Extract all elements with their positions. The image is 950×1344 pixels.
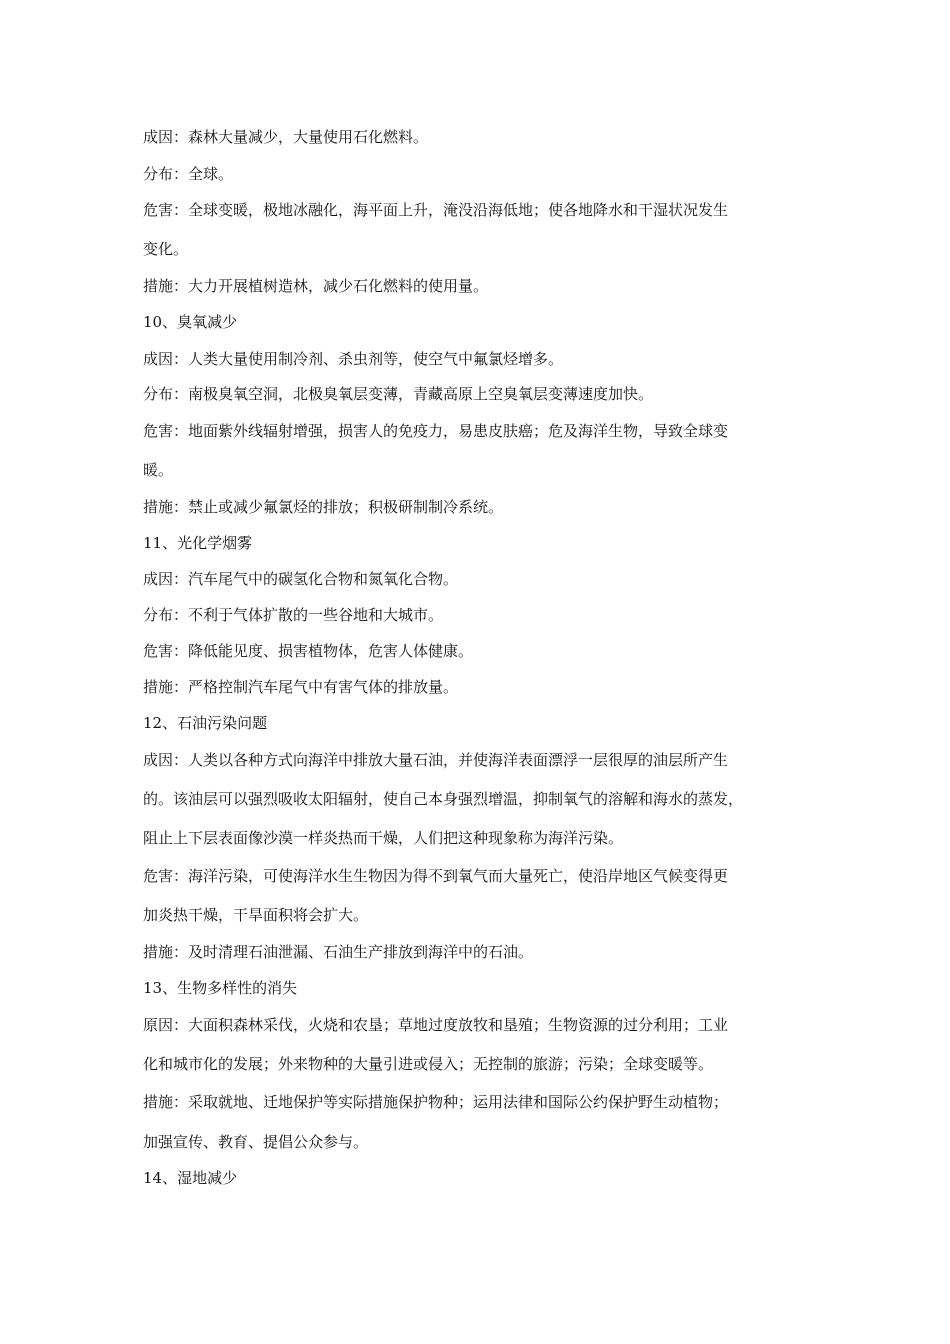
text-line: 变化。 (143, 240, 189, 258)
text-line: 分布：南极臭氧空洞，北极臭氧层变薄，青藏高原上空臭氧层变薄速度加快。 (143, 385, 654, 403)
text-line: 成因：汽车尾气中的碳氢化合物和氮氧化合物。 (143, 570, 459, 588)
section-heading: 12、石油污染问题 (143, 714, 268, 732)
text-line: 加强宣传、教育、提倡公众参与。 (143, 1133, 369, 1151)
text-line: 原因：大面积森林采伐，火烧和农垦；草地过度放牧和垦殖；生物资源的过分利用；工业 (143, 1016, 729, 1034)
text-line: 成因：人类以各种方式向海洋中排放大量石油，并使海洋表面漂浮一层很厚的油层所产生 (143, 751, 729, 769)
section-heading: 13、生物多样性的消失 (143, 979, 298, 997)
text-line: 成因：森林大量减少，大量使用石化燃料。 (143, 128, 429, 146)
section-heading: 10、臭氧减少 (143, 313, 238, 331)
text-line: 危害：海洋污染，可使海洋水生生物因为得不到氧气而大量死亡，使沿岸地区气候变得更 (143, 867, 729, 885)
text-line: 成因：人类大量使用制冷剂、杀虫剂等，使空气中氟氯烃增多。 (143, 350, 564, 368)
text-line: 暖。 (143, 461, 174, 479)
text-line: 措施：严格控制汽车尾气中有害气体的排放量。 (143, 678, 459, 696)
text-line: 危害：地面紫外线辐射增强，损害人的免疫力，易患皮肤癌；危及海洋生物，导致全球变 (143, 422, 729, 440)
text-line: 化和城市化的发展；外来物种的大量引进或侵入；无控制的旅游；污染；全球变暖等。 (143, 1055, 714, 1073)
text-line: 措施：采取就地、迁地保护等实际措施保护物种；运用法律和国际公约保护野生动植物； (143, 1093, 729, 1111)
text-line: 分布：不利于气体扩散的一些谷地和大城市。 (143, 606, 444, 624)
text-line: 措施：及时清理石油泄漏、石油生产排放到海洋中的石油。 (143, 943, 534, 961)
text-line: 的。该油层可以强烈吸收太阳辐射，使自己本身强烈增温，抑制氧气的溶解和海水的蒸发， (143, 790, 744, 808)
text-line: 措施：禁止或减少氟氯烃的排放；积极研制制冷系统。 (143, 498, 504, 516)
text-line: 危害：全球变暖，极地冰融化，海平面上升，淹没沿海低地；使各地降水和干湿状况发生 (143, 201, 729, 219)
section-heading: 11、光化学烟雾 (143, 534, 253, 552)
text-line: 加炎热干燥，干旱面积将会扩大。 (143, 906, 369, 924)
text-line: 分布：全球。 (143, 165, 234, 183)
section-heading: 14、湿地减少 (143, 1169, 238, 1187)
text-line: 措施：大力开展植树造林，减少石化燃料的使用量。 (143, 277, 489, 295)
text-line: 危害：降低能见度、损害植物体，危害人体健康。 (143, 642, 474, 660)
text-line: 阻止上下层表面像沙漠一样炎热而干燥，人们把这种现象称为海洋污染。 (143, 829, 624, 847)
